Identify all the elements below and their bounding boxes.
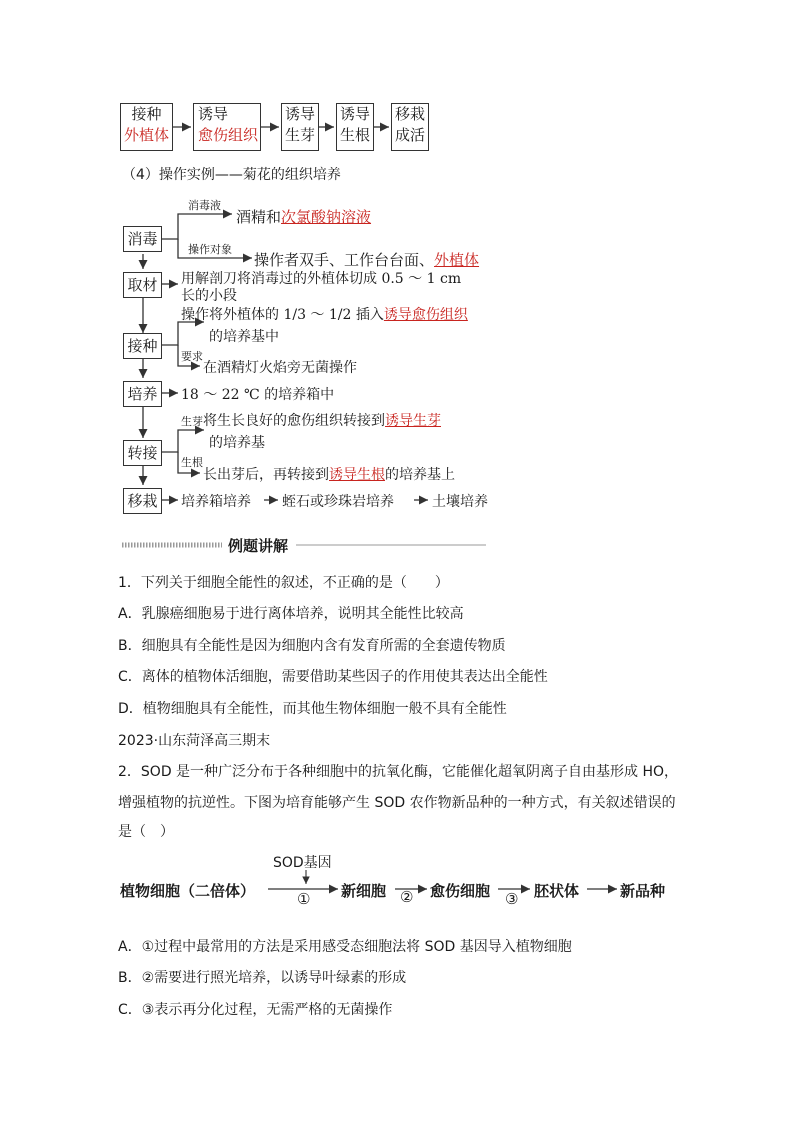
diagram-step: ② (400, 888, 414, 906)
inoculate-op-line2: 的培养基中 (209, 329, 279, 345)
q1-option-a: A．乳腺癌细胞易于进行离体培养，说明其全能性比较高 (118, 606, 464, 622)
step-box: 取材 (123, 272, 162, 298)
q1-option-c: C．离体的植物体活细胞，需要借助某些因子的作用使其表达出全能性 (118, 669, 548, 685)
step-box: 消毒 (123, 226, 162, 252)
flow-box-bud (281, 103, 319, 151)
step-box: 接种 (123, 333, 162, 359)
flow-box-line2: 生根 (339, 126, 370, 144)
inoculate-req: 在酒精灯火焰旁无菌操作 (203, 360, 357, 376)
text-span: 将生长良好的愈伤组织转接到 (203, 413, 385, 429)
diagram-node: 愈伤细胞 (430, 882, 491, 900)
diagram-gene: SOD基因 (273, 855, 332, 871)
flow-box-line1: 诱导 (198, 105, 229, 123)
disinfect-object (254, 249, 479, 270)
branch-label: 生根 (181, 456, 203, 469)
q2-option-b: B．②需要进行照光培养，以诱导叶绿素的形成 (118, 970, 407, 986)
step-box: 移栽 (123, 488, 162, 514)
diagram-node: 新品种 (620, 882, 666, 900)
disinfect-liquid (236, 206, 371, 227)
diagram-node: 新细胞 (341, 882, 387, 900)
example-title: 例题讲解 (228, 537, 289, 555)
text-line: 长的小段 (181, 288, 237, 304)
branch-label: 操作 (181, 307, 209, 323)
highlight-text: 诱导生芽 (385, 413, 441, 429)
diagram-node: 植物细胞（二倍体） (120, 882, 256, 900)
diagram-step: ① (297, 890, 311, 908)
transfer-root (203, 464, 455, 484)
text-span: 酒精和 (236, 208, 282, 226)
highlight-text: 外植体 (434, 251, 480, 269)
branch-label: 生芽 (181, 415, 203, 428)
flow-box-callus (193, 103, 261, 151)
flow-box-line1: 移栽 (394, 105, 425, 123)
highlight-text: 诱导愈伤组织 (383, 307, 468, 323)
flow-box-line1: 诱导 (339, 105, 370, 123)
diagram-node: 胚状体 (534, 882, 580, 900)
flow-box-transplant (391, 103, 429, 151)
transplant-step: 培养箱培养 (181, 494, 251, 510)
branch-label: 操作对象 (188, 243, 232, 256)
text-span: 操作者双手、工作台台面、 (254, 251, 435, 269)
diagram-step: ③ (505, 890, 519, 908)
highlight-text: 诱导生根 (329, 467, 385, 483)
text-span: 的培养基上 (385, 467, 455, 483)
branch-label: 消毒液 (188, 199, 221, 212)
flow-box-root (336, 103, 374, 151)
section-heading: （4）操作实例——菊花的组织培养 (122, 167, 341, 183)
q1-stem: 1．下列关于细胞全能性的叙述，不正确的是（ ） (118, 575, 449, 591)
q2-option-a: A．①过程中最常用的方法是采用感受态细胞法将 SOD 基因导入植物细胞 (118, 939, 572, 955)
q2-stem: 2．SOD 是一种广泛分布于各种细胞中的抗氧化酶，它能催化超氧阴离子自由基形成 HO， (118, 764, 679, 780)
transplant-step: 土壤培养 (432, 494, 488, 510)
q2-option-c: C．③表示再分化过程，无需严格的无菌操作 (118, 1002, 393, 1018)
flow-box-line2: 外植体 (123, 126, 169, 144)
sampling-text (181, 271, 461, 305)
source-line: 2023·山东菏泽高三期末 (118, 733, 271, 749)
text-span: 将外植体的 1/3 ～ 1/2 插入 (209, 307, 384, 323)
q1-option-b: B．细胞具有全能性是因为细胞内含有发育所需的全套遗传物质 (118, 638, 506, 654)
flow-box-line2: 愈伤组织 (198, 126, 259, 144)
flow-box-line2: 成活 (394, 126, 425, 144)
flow-box-inoculate (120, 103, 173, 151)
culture-text: 18 ～ 22 ℃ 的培养箱中 (181, 387, 335, 403)
transfer-bud (181, 410, 441, 430)
q2-stem: 是（ ） (118, 824, 174, 840)
q1-option-d: D．植物细胞具有全能性，而其他生物体细胞一般不具有全能性 (118, 701, 507, 717)
step-box: 转接 (123, 440, 162, 466)
inoculate-op (181, 304, 468, 324)
transplant-step: 蛭石或珍珠岩培养 (282, 494, 394, 510)
text-span: 长出芽后，再转接到 (203, 467, 329, 483)
flow-box-line1: 诱导 (284, 105, 315, 123)
transfer-bud-line2: 的培养基 (209, 435, 265, 451)
branch-label: 要求 (181, 350, 203, 363)
flow-box-line2: 生芽 (284, 126, 315, 144)
text-line: 用解剖刀将消毒过的外植体切成 0.5 ～ 1 cm (181, 271, 462, 287)
flow-box-line1: 接种 (131, 105, 162, 123)
step-box: 培养 (123, 381, 162, 407)
q2-stem: 增强植物的抗逆性。下图为培育能够产生 SOD 农作物新品种的一种方式，有关叙述错误的 (118, 795, 676, 811)
highlight-text: 次氯酸钠溶液 (281, 208, 372, 226)
